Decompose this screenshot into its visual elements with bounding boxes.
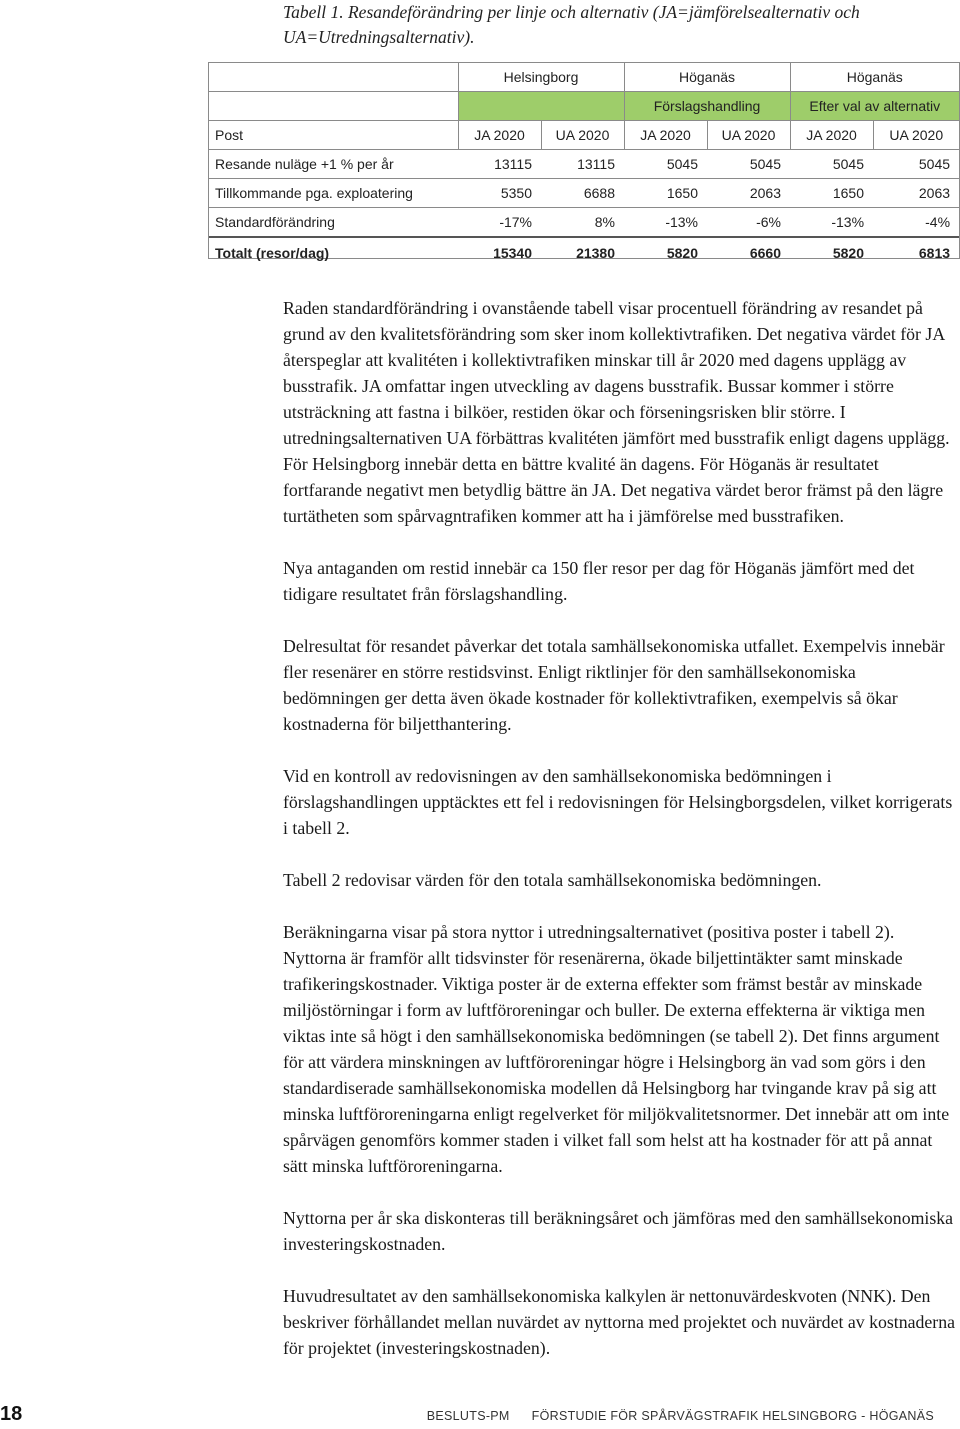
cell: -6%: [707, 208, 790, 238]
cell: -13%: [790, 208, 873, 238]
header-post: Post: [209, 121, 458, 150]
paragraph: Delresultat för resandet påverkar det totala samhällsekonomiska utfallet. Exempelvis innebär fler resenärer en större restidsvinst. Enligt riktlinjer för den samhällsekonomiska bedömningen ger detta även ökade kostnader för kollektivtrafiken, exempelvis så ökar kostnaderna för biljetthantering.: [283, 636, 945, 734]
cell: 8%: [541, 208, 624, 238]
row-label: Standardförändring: [209, 208, 458, 238]
header-col: JA 2020: [790, 121, 873, 150]
header-col: JA 2020: [624, 121, 707, 150]
page-footer: [427, 1409, 934, 1423]
cell: 1650: [790, 179, 873, 208]
total-cell: 21380: [541, 237, 624, 268]
table-caption: Tabell 1. Resandeförändring per linje och alternativ (JA=jämförelsealternativ och UA=Utredningsalternativ).: [283, 2, 860, 47]
cell: 6688: [541, 179, 624, 208]
resande-table-container: [208, 62, 960, 259]
header-col: JA 2020: [458, 121, 541, 150]
cell: 5045: [624, 150, 707, 179]
table-row: [209, 208, 959, 238]
footer-doc-type: BESLUTS-PM: [426, 1409, 510, 1423]
table-header-row-columns: [209, 121, 959, 150]
cell: 5045: [790, 150, 873, 179]
cell: -4%: [873, 208, 959, 238]
cell: 5350: [458, 179, 541, 208]
cell: -17%: [458, 208, 541, 238]
cell: 5045: [707, 150, 790, 179]
cell: 13115: [458, 150, 541, 179]
header-hoganas-forslag: Höganäs: [624, 63, 790, 92]
cell: 13115: [541, 150, 624, 179]
paragraph: Huvudresultatet av den samhällsekonomiska kalkylen är nettonuvärdeskvoten (NNK). Den beskriver förhållandet mellan nuvärdet av nyttorna med projektet och nuvärdet av kostnaderna för projektet (investeringskostnaden).: [283, 1286, 955, 1358]
header-empty-cell: [209, 92, 458, 121]
header-forslagshandling: Förslagshandling: [624, 92, 790, 121]
paragraph: Nyttorna per år ska diskonteras till beräkningsåret och jämföras med den samhällsekonomiska investeringskostnaden.: [283, 1208, 954, 1254]
header-efter-val: Efter val av alternativ: [790, 92, 959, 121]
total-cell: 15340: [458, 237, 541, 268]
cell: 2063: [707, 179, 790, 208]
total-cell: 5820: [790, 237, 873, 268]
header-col: UA 2020: [541, 121, 624, 150]
paragraph: Vid en kontroll av redovisningen av den samhällsekonomiska bedömningen i förslagshandlingen upptäcktes ett fel i redovisningen för Helsingborgsdelen, vilket korrigerats i tabell 2.: [283, 766, 953, 838]
header-helsingborg-empty: [458, 92, 624, 121]
cell: 1650: [624, 179, 707, 208]
paragraph: Beräkningarna visar på stora nyttor i utredningsalternativet (positiva poster i tabell 2). Nyttorna är framför allt tidsvinster för resenärerna, ökade biljettintäkter samt minskade trafikeringskostnader. Viktiga poster är de externa effekter som främst består av minskade miljöstörningar i form av luftföroreningar och buller. De externa effekterna är viktiga men viktas inte så högt i den samhällsekonomiska bedömningen (se tabell 2). Det finns argument för att värdera minskningen av luftföroreningar högre i Helsingborg än vad som görs i den standardiserade samhällsekonomiska modellen då Helsingborg har tvingande krav på sig att minska luftföroreningarna enligt regelverket för miljökvalitetsnormer. Det innebär att om inte spårvägen genomförs kommer staden i vilket fall som helst att ha kostnader för att på annat sätt minska luftföroreningarna.: [283, 922, 950, 1176]
row-label: Tillkommande pga. exploatering: [209, 179, 458, 208]
resande-table: [209, 63, 959, 268]
header-empty-cell: [209, 63, 458, 92]
table-total-row: [209, 237, 959, 268]
footer-doc-title: FÖRSTUDIE FÖR SPÅRVÄGSTRAFIK HELSINGBORG - HÖGANÄS: [531, 1409, 934, 1423]
cell: 5045: [873, 150, 959, 179]
body-text: [283, 295, 955, 1387]
table-row: [209, 179, 959, 208]
row-label: Resande nuläge +1 % per år: [209, 150, 458, 179]
total-cell: 6660: [707, 237, 790, 268]
header-col: UA 2020: [873, 121, 959, 150]
cell: -13%: [624, 208, 707, 238]
header-col: UA 2020: [707, 121, 790, 150]
table-row: [209, 150, 959, 179]
paragraph: Nya antaganden om restid innebär ca 150 fler resor per dag för Höganäs jämfört med det tidigare resultatet från förslagshandling.: [283, 558, 915, 604]
total-label: Totalt (resor/dag): [209, 237, 458, 268]
paragraph: Raden standardförändring i ovanstående tabell visar procentuell förändring av resandet på grund av den kvalitetsförändring som sker inom kollektivtrafiken. Det negativa värdet för JA återspeglar att kvalitéten i kollektivtrafiken minskar till år 2020 med dagens upplägg av busstrafik. JA omfattar ingen utveckling av dagens busstrafik. Bussar kommer i större utsträckning att fastna i bilköer, restiden ökar och förseningsrisken blir större. I utredningsalternativen UA förbättras kvalitéten jämfört med busstrafik enligt dagens upplägg. För Helsingborg innebär detta en bättre kvalité än dagens. För Höganäs är resultatet fortfarande negativt men betydlig bättre än JA. Det negativa värdet beror främst på den lägre turtätheten som spårvagntrafiken kommer att ha i jämförelse med busstrafiken.: [283, 298, 950, 526]
page-number: 18: [0, 1403, 23, 1425]
header-helsingborg: Helsingborg: [458, 63, 624, 92]
total-cell: 6813: [873, 237, 959, 268]
header-hoganas-efter: Höganäs: [790, 63, 959, 92]
table-header-row-area: [209, 63, 959, 92]
table-header-row-scenario: [209, 92, 959, 121]
cell: 2063: [873, 179, 959, 208]
paragraph: Tabell 2 redovisar värden för den totala samhällsekonomiska bedömningen.: [283, 870, 822, 890]
total-cell: 5820: [624, 237, 707, 268]
